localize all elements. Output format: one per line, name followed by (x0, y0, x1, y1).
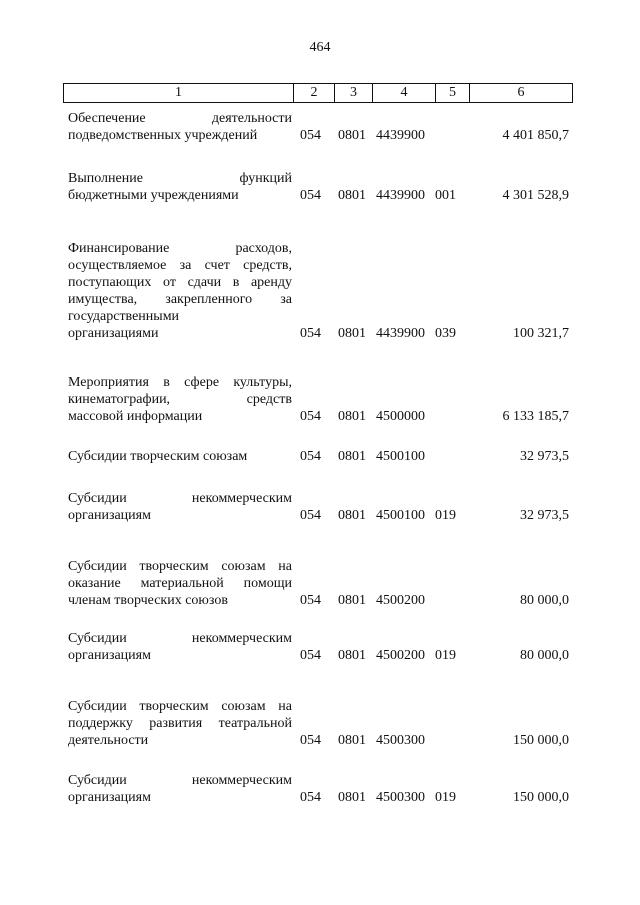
row-name-line: организациям (68, 508, 151, 523)
cell-c2: 054 (300, 409, 321, 424)
header-col-4: 4 (372, 84, 435, 102)
cell-c6: 80 000,0 (520, 593, 569, 608)
cell-c6: 150 000,0 (513, 790, 569, 805)
row-name (63, 240, 292, 342)
table-row (63, 558, 571, 609)
cell-c4: 4439900 (376, 326, 425, 341)
row-name-line: деятельности (68, 733, 149, 748)
cell-c5: 019 (435, 508, 456, 523)
page-number: 464 (309, 40, 331, 55)
table-row (63, 170, 571, 204)
cell-c3: 0801 (338, 733, 366, 748)
row-name-line: поступающих от сдачи в аренду (68, 275, 292, 290)
cell-c6: 6 133 185,7 (502, 409, 569, 424)
cell-c3: 0801 (338, 648, 366, 663)
row-name-line: Субсидии творческим союзам на (68, 699, 292, 714)
cell-c3: 0801 (338, 790, 366, 805)
cell-c4: 4500100 (376, 508, 425, 523)
cell-c4: 4500000 (376, 409, 425, 424)
row-name (63, 630, 292, 664)
row-name-line: членам творческих союзов (68, 593, 228, 608)
cell-c2: 054 (300, 733, 321, 748)
cell-c4: 4500200 (376, 648, 425, 663)
table-row (63, 374, 571, 425)
row-name (63, 170, 292, 204)
row-name-line: государственными (68, 309, 180, 324)
cell-c3: 0801 (338, 593, 366, 608)
row-name-line: бюджетными учреждениями (68, 188, 239, 203)
cell-c4: 4500200 (376, 593, 425, 608)
cell-c6: 100 321,7 (513, 326, 569, 341)
header-col-2: 2 (293, 84, 334, 102)
row-name-line: организациям (68, 790, 151, 805)
row-name-line: Субсидии некоммерческим (68, 773, 292, 788)
row-name-line: организациям (68, 648, 151, 663)
cell-c3: 0801 (338, 508, 366, 523)
table-row (63, 630, 571, 664)
header-col-3: 3 (334, 84, 372, 102)
cell-c2: 054 (300, 648, 321, 663)
header-col-6: 6 (469, 84, 572, 102)
table-row (63, 772, 571, 806)
cell-c2: 054 (300, 128, 321, 143)
row-name (63, 698, 292, 749)
row-name-line: Субсидии творческим союзам (68, 449, 248, 464)
cell-c2: 054 (300, 449, 321, 464)
cell-c2: 054 (300, 508, 321, 523)
cell-c6: 4 401 850,7 (502, 128, 569, 143)
row-name (63, 490, 292, 524)
row-name-line: Субсидии некоммерческим (68, 631, 292, 646)
cell-c3: 0801 (338, 128, 366, 143)
cell-c5: 019 (435, 790, 456, 805)
cell-c2: 054 (300, 593, 321, 608)
cell-c4: 4500300 (376, 790, 425, 805)
row-name-line: организациями (68, 326, 159, 341)
cell-c4: 4500300 (376, 733, 425, 748)
cell-c6: 4 301 528,9 (502, 188, 569, 203)
row-name-line: Субсидии некоммерческим (68, 491, 292, 506)
cell-c6: 32 973,5 (520, 508, 569, 523)
row-name (63, 374, 292, 425)
row-name-line: Обеспечение деятельности (68, 111, 292, 126)
cell-c3: 0801 (338, 326, 366, 341)
header-col-5: 5 (435, 84, 469, 102)
row-name-line: подведомственных учреждений (68, 128, 258, 143)
row-name (63, 448, 292, 465)
row-name-line: поддержку развития театральной (68, 716, 292, 731)
row-name-line: массовой информации (68, 409, 203, 424)
row-name-line: Финансирование расходов, (68, 241, 292, 256)
cell-c4: 4439900 (376, 128, 425, 143)
row-name (63, 110, 292, 144)
cell-c4: 4500100 (376, 449, 425, 464)
table-row (63, 110, 571, 144)
row-name-line: осуществляемое за счет средств, (68, 258, 292, 273)
table-header (63, 83, 573, 103)
row-name (63, 558, 292, 609)
cell-c5: 001 (435, 188, 456, 203)
table-row (63, 448, 571, 465)
row-name (63, 772, 292, 806)
table-row (63, 240, 571, 342)
cell-c3: 0801 (338, 409, 366, 424)
header-col-1: 1 (175, 85, 182, 100)
row-name-line: Субсидии творческим союзам на (68, 559, 292, 574)
table-row (63, 490, 571, 524)
cell-c6: 80 000,0 (520, 648, 569, 663)
row-name-line: оказание материальной помощи (68, 576, 292, 591)
row-name-line: кинематографии, средств (68, 392, 292, 407)
cell-c4: 4439900 (376, 188, 425, 203)
cell-c3: 0801 (338, 449, 366, 464)
cell-c6: 32 973,5 (520, 449, 569, 464)
cell-c2: 054 (300, 188, 321, 203)
cell-c6: 150 000,0 (513, 733, 569, 748)
table-row (63, 698, 571, 749)
cell-c3: 0801 (338, 188, 366, 203)
row-name-line: Выполнение функций (68, 171, 292, 186)
cell-c2: 054 (300, 790, 321, 805)
cell-c5: 039 (435, 326, 456, 341)
cell-c5: 019 (435, 648, 456, 663)
row-name-line: Мероприятия в сфере культуры, (68, 375, 292, 390)
row-name-line: имущества, закрепленного за (68, 292, 292, 307)
cell-c2: 054 (300, 326, 321, 341)
